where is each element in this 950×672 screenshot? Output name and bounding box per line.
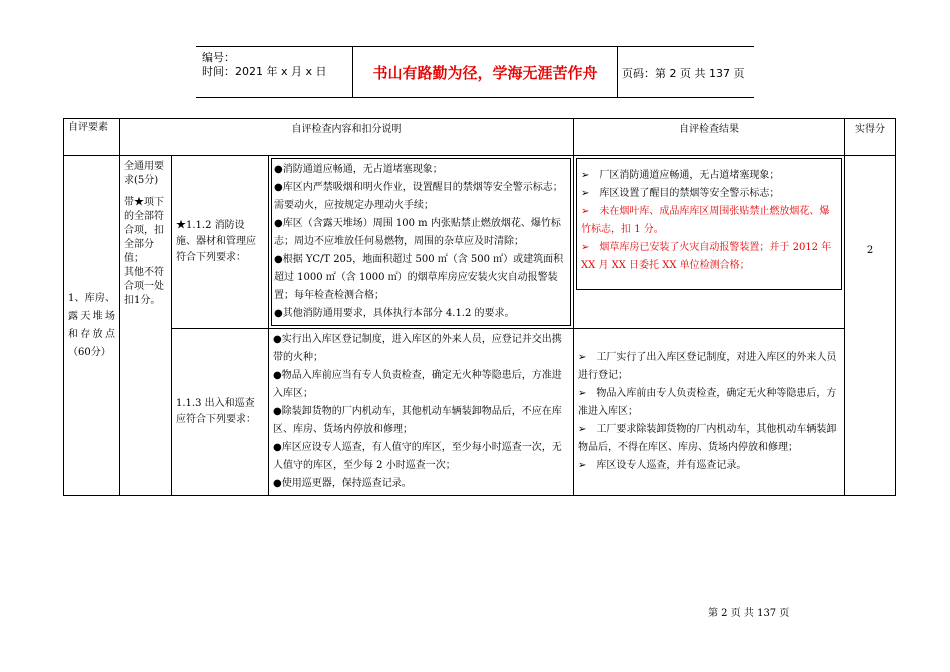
- bullet-list: [271, 158, 571, 326]
- list-item: ●实行出入库区登记制度，进入库区的外来人员，应登记并交出携带的火种；: [273, 334, 562, 363]
- list-item: ●使用巡更器，保持巡查记录。: [273, 478, 412, 489]
- list-item: ●其他消防通用要求，具体执行本部分 4.1.2 的要求。: [274, 308, 515, 319]
- result-item: ➢ 烟草库房已安装了火灾自动报警装置；并于 2012 年 XX 月 XX 日委托 XX 单位检测合格；: [581, 242, 832, 271]
- item-title: 1.1.3 出入和巡查应符合下列要求：: [172, 329, 269, 496]
- score-value: 2: [866, 245, 874, 256]
- table-header-row: [64, 119, 896, 156]
- list-item: ●物品入库前应当有专人负责检查，确定无火种等隐患后，方准进入库区；: [273, 370, 562, 399]
- result-item: ➢ 厂区消防通道应畅通，无占道堵塞现象；: [581, 170, 780, 181]
- scope-text: 全通用要求(5分): [124, 161, 164, 186]
- result-item: ➢ 库区设专人巡查，并有巡查记录。: [578, 460, 747, 471]
- header-score: 实得分: [845, 119, 896, 156]
- motto: 书山有路勤为径，学海无涯苦作舟: [352, 47, 618, 97]
- self-assessment-table: [63, 118, 896, 496]
- list-item: ●根据 YC/T 205，地面积超过 500 ㎡（含 500 ㎡）或建筑面积超过 1000 ㎡（含 1000 ㎡）的烟草库房应安装火灾自动报警装置；每年检查检测合格；: [274, 254, 564, 301]
- list-item: ●消防通道应畅通，无占道堵塞现象；: [274, 164, 443, 175]
- list-item: ●库区应设专人巡查，有人值守的库区，至少每小时巡查一次，无人值守的库区，至少每 2 小时巡查一次；: [273, 442, 562, 471]
- item-result: [574, 156, 845, 329]
- page-header: [196, 46, 754, 98]
- time-label: 时间：2021 年 x 月 x 日: [202, 65, 327, 78]
- result-item: ➢ 库区设置了醒目的禁烟等安全警示标志；: [581, 188, 780, 199]
- table-row: [64, 156, 896, 329]
- result-list: [576, 158, 842, 290]
- table-row: [64, 329, 896, 496]
- scope-cell: [120, 156, 172, 496]
- result-item: ➢ 工厂实行了出入库区登记制度，对进入库区的外来人员进行登记；: [578, 352, 837, 381]
- item-content: [269, 329, 574, 496]
- result-item: ➢ 未在烟叶库、成品库库区周围张贴禁止燃放烟花、爆竹标志，扣 1 分。: [581, 206, 830, 235]
- item-title: ★1.1.2 消防设施、器材和管理应符合下列要求：: [172, 156, 269, 329]
- header-meta: [202, 51, 352, 79]
- scope-note2: 其他不符合项一处扣1分。: [124, 267, 164, 306]
- score-cell: [845, 156, 896, 496]
- item-content: [269, 156, 574, 329]
- header-result: 自评检查结果: [574, 119, 845, 156]
- item-result: [574, 329, 845, 496]
- page-label: 页码：第 2 页 共 137 页: [622, 67, 745, 80]
- list-item: ●除装卸货物的厂内机动车，其他机动车辆装卸物品后，不应在库区、库房、货场内停放和修理；: [273, 406, 562, 435]
- element-cell: 1、库房、露天堆场和存放点（60分）: [64, 156, 120, 496]
- result-item: ➢ 工厂要求除装卸货物的厂内机动车，其他机动车辆装卸物品后，不得在库区、库房、货场内停放和修理；: [578, 424, 837, 453]
- header-element: 自评要素: [64, 119, 120, 156]
- list-item: ●库区内严禁吸烟和明火作业，设置醒目的禁烟等安全警示标志；需要动火，应按规定办理动火手续；: [274, 182, 563, 211]
- result-item: ➢ 物品入库前由专人负责检查，确定无火种等隐患后，方准进入库区；: [578, 388, 837, 417]
- scope-note: 带★项下的全部符合项，扣全部分值；: [124, 197, 164, 264]
- header-content: 自评检查内容和扣分说明: [120, 119, 574, 156]
- number-label: 编号：: [202, 51, 235, 64]
- list-item: ●库区（含露天堆场）周围 100 m 内张贴禁止燃放烟花、爆竹标志；周边不应堆放任何易燃物，周围的杂草应及时清除；: [274, 218, 561, 247]
- page-footer: 第 2 页 共 137 页: [708, 608, 790, 619]
